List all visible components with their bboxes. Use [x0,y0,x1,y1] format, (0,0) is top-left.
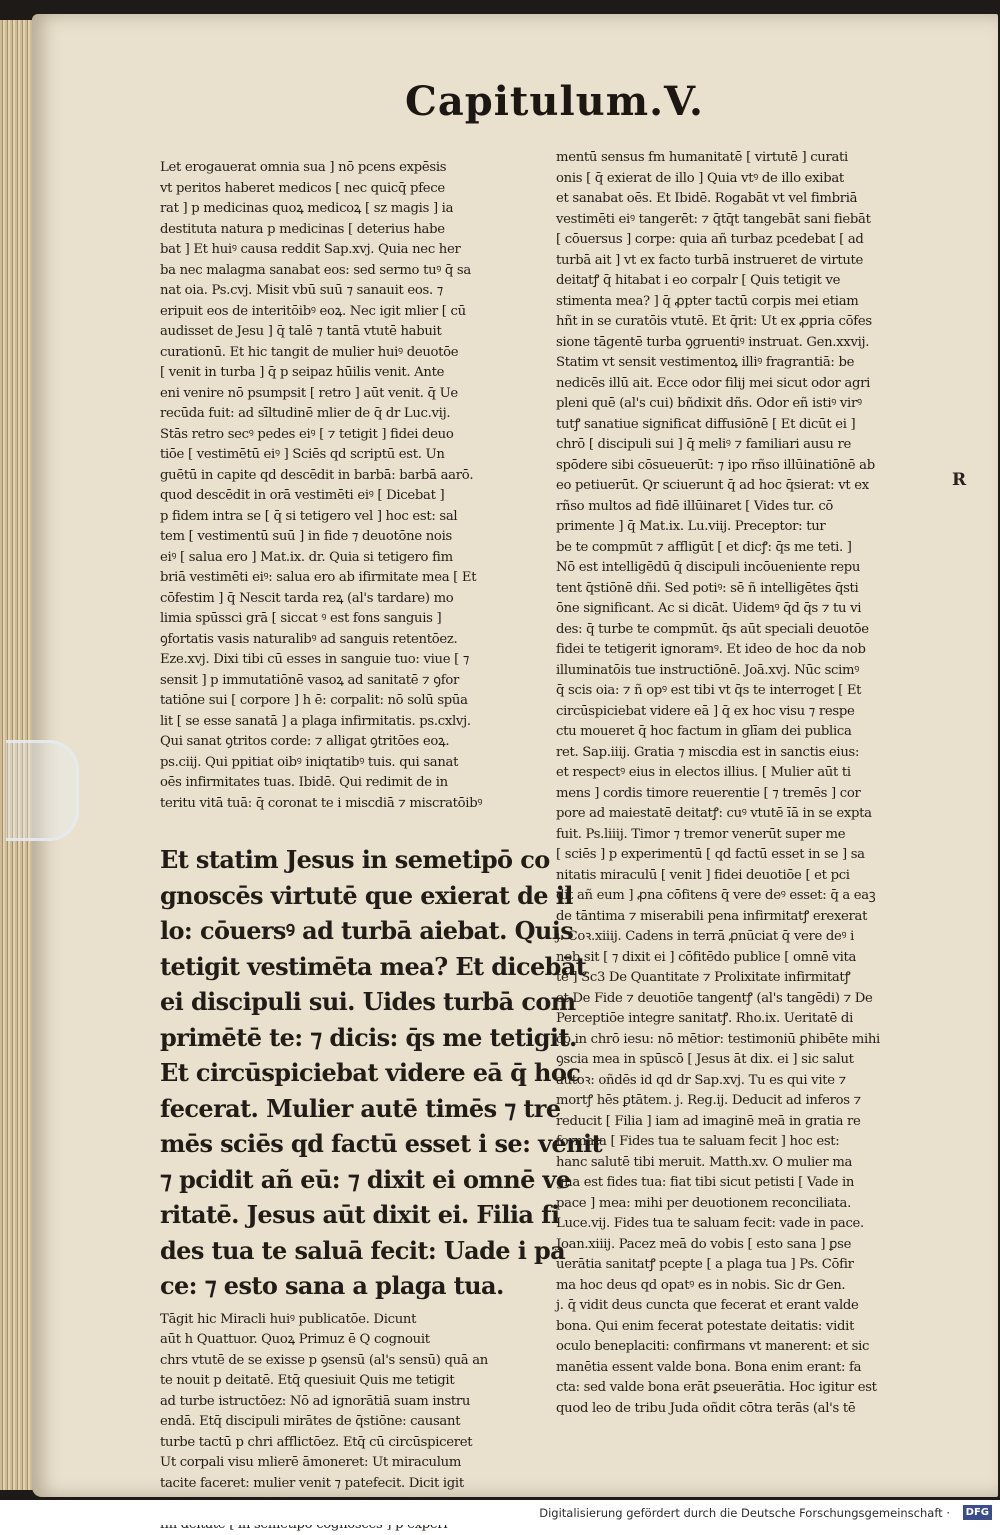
text-line: turbe tactū p chri afflictōez. Etq̄ cū circūspiceret [160,1433,540,1454]
lemma-text [160,842,540,1304]
dfg-logo: DFG [963,1505,992,1520]
text-line: eripuit eos de interitōibꝰ eoꝝ. Nec igit mlier [ cū [160,302,540,323]
text-line: Statim vt sensit vestimentoꝝ illiꝰ fragrantiā: be [556,353,941,374]
text-line: et respectꝰ eius in electos illius. [ Mulier aūt ti [556,763,941,784]
text-line: q̄ scis oia: ⁊ ñ opꝰ est tibi vt q̄s te interroget [ Et [556,681,941,702]
text-line: Let erogauerat omnia sua ] nō pcens expēsis [160,158,540,179]
text-line: curationū. Et hic tangit de mulier huiꝰ deuotōe [160,343,540,364]
lemma-line: ⁊ pcidit añ eū: ⁊ dixit ei omnē ve [160,1162,540,1198]
text-line: rat ] p medicinas quoꝝ medicoꝝ [ sz magis ] ia [160,199,540,220]
text-line: ad turbe istructōez: Nō ad ignorātiā suam instru [160,1392,540,1413]
right-column [556,148,941,1419]
left-column [160,152,540,1535]
text-line: rñso multos ad fidē illūinaret [ Vides tur. cō [556,497,941,518]
text-line: chrs vtutē de se exisse p ꝯsensū (al's sensū) quā an [160,1351,540,1372]
text-line: chrō [ discipuli sui ] q̄ meliꝰ ⁊ familiari ausu re [556,435,941,456]
text-line: aūt h Quattuor. Quoꝝ Primuz ē Q cognouit [160,1330,540,1351]
text-line: circūspiciebat videre eā ] q̄ ex hoc visu ⁊ respe [556,702,941,723]
text-line: destituta natura p medicinas [ deterius habe [160,220,540,241]
right-commentary [556,148,941,1419]
text-line: Ut corpali visu mlierē āmoneret: Ut miraculum [160,1453,540,1474]
text-line: audisset de Jesu ] q̄ talē ⁊ tantā vtutē habuit [160,322,540,343]
text-line: hñt in se curatōis vtutē. Et q̄rit: Ut ex ꝓpria cōfes [556,312,941,333]
text-line: Perceptiōe integre sanitatꝭ. Rho.ix. Ueritatē di [556,1009,941,1030]
lemma-line: gnoscēs virtutē que exierat de il [160,878,540,914]
text-line: uerātia sanitatꝭ pcepte [ a plaga tua ] Ps. Cōfir [556,1255,941,1276]
text-line: tiōe [ vestimētū eiꝰ ] Sciēs qd scriptū est. Un [160,445,540,466]
text-line: ōne significant. Ac si dicāt. Uidemꝰ q̄d q̄s ⁊ tu vi [556,599,941,620]
text-line: tutꝭ sanatiue significat diffusiōnē [ Et dicūt ei ] [556,415,941,436]
text-line: Nō est intelligēdū q̄ discipuli incōueniente repu [556,558,941,579]
text-line: et sanabat oēs. Et Ibidē. Rogabāt vt vel fimbriā [556,189,941,210]
text-line: vestimēti eiꝰ tangerēt: ⁊ q̄tq̄t tangebāt sani fiebāt [556,210,941,231]
text-line: tent q̄stiōnē dñi. Sed potiꝰ: sē ñ intelligētes q̄sti [556,579,941,600]
text-line: onis [ q̄ exierat de illo ] Quia vtꝰ de illo exibat [556,169,941,190]
text-line: lit [ se esse sanatā ] a plaga infirmitatis. ps.cxlvj. [160,712,540,733]
text-line: nitatis miraculū [ venit ] fidei deuotiōe [ et pci [556,866,941,887]
text-line: teritu vitā tuā: q̄ coronat te i miscdiā ⁊ miscratōibꝰ [160,794,540,815]
text-line: briā vestimēti eiꝰ: salua ero ab ifirmitate mea [ Et [160,568,540,589]
text-line: fuit. Ps.liiij. Timor ⁊ tremor venerūt super me [556,825,941,846]
text-line: mens ] cordis timore reuerentie [ ⁊ tremēs ] cor [556,784,941,805]
text-line: turbā ait ] vt ex facto turbā instrueret de virtute [556,251,941,272]
text-line: mortꝭ hēs ꝑtātem. j. Reg.ij. Deducit ad inferos ⁊ [556,1091,941,1112]
text-line: endā. Etq̄ discipuli mirātes de q̄stiōne: causant [160,1412,540,1433]
lemma-line: primētē te: ⁊ dicis: q̄s me tetigit. [160,1020,540,1056]
text-line: [ venit in turba ] q̄ p seipaz hūilis venit. Ante [160,363,540,384]
text-line: j. q̄ vidit deus cuncta que fecerat et erant valde [556,1296,941,1317]
text-line: reducit [ Filia ] iam ad imaginē meā in gratia re [556,1112,941,1133]
text-line: ba nec malagma sanabat eos: sed sermo tuꝰ q̄ sa [160,261,540,282]
text-line: limia spūssci grā [ siccat ꝰ est fons sanguis ] [160,609,540,630]
text-line: Qui sanat ꝯtritos corde: ⁊ alligat ꝯtritōes eoꝝ. [160,732,540,753]
text-line: oēs infirmitates tuas. Ibidē. Qui redimit de in [160,773,540,794]
footer-credit: Digitalisierung gefördert durch die Deutsche Forschungsgemeinschaft · [539,1505,950,1521]
text-line: nat oia. Ps.cvj. Misit vbū suū ⁊ sanauit eos. ⁊ [160,281,540,302]
text-line: co in chrō iesu: nō mētior: testimoniū ꝑhibēte mihi [556,1030,941,1051]
text-line: ꝯfortatis vasis naturalibꝰ ad sanguis retentōez. [160,630,540,651]
text-line: pace ] mea: mihi per deuotionem reconciliata. [556,1194,941,1215]
text-line: oculo beneplaciti: confirmans vt manerent: et sic [556,1337,941,1358]
lemma-line: mēs sciēs qd factū esset i se: venit [160,1126,540,1162]
text-line: tatiōne sui [ corpore ] h ē: corpalit: nō solū spūa [160,691,540,712]
text-line: de tāntima ⁊ miserabili pena infirmitatꝭ erexerat [556,907,941,928]
text-line: tacite faceret: mulier venit ⁊ patefecit. Dicit igit [160,1474,540,1495]
text-line: autoꝛ: oñdēs id qd dr Sap.xvj. Tu es qui vite ⁊ [556,1071,941,1092]
margin-mark: R [952,470,972,494]
text-line: quod leo de tribu Juda oñdit cōtra terās (al's tē [556,1399,941,1420]
text-line: pore ad maiestatē deitatꝭ: cuꝰ vtutē īā in se expta [556,804,941,825]
text-line: ps.ciij. Qui ppitiat oibꝰ iniqtatibꝰ tuis. qui sanat [160,753,540,774]
text-line: Eze.xvj. Dixi tibi cū esses in sanguie tuo: viue [ ⁊ [160,650,540,671]
text-line: p fidem intra se [ q̄ si tetigero vel ] hoc est: sal [160,507,540,528]
text-line: Stās retro secꝰ pedes eiꝰ [ ⁊ tetigit ] fidei deuo [160,425,540,446]
text-line: deitatꝭ q̄ hitabat i eo corpalr [ Quis tetigit ve [556,271,941,292]
text-line: pleni quē (al's cui) bñdixit dñs. Odor eñ istiꝰ virꝰ [556,394,941,415]
text-line: ꝯscia mea in spūscō [ Jesus āt dix. ei ] sic salut [556,1050,941,1071]
chapter-heading: Capitulum.V. [405,78,705,138]
text-line: eo petiuerūt. Qr sciuerunt q̄ ad hoc q̄sierat: vt ex [556,476,941,497]
text-line: des: q̄ turbe te compmūt. q̄s aūt speciali deuotōe [556,620,941,641]
text-line: nob sit [ ⁊ dixit ei ] cōfitēdo publice [ omnē vita [556,948,941,969]
page-clip [6,740,79,841]
text-line: ma hoc deus qd opatꝰ es in nobis. Sic dr Gen. [556,1276,941,1297]
text-line: fidei te tetigerit ignoramꝰ. Et ideo de hoc da nob [556,640,941,661]
text-line: tem [ vestimentū suū ] in fide ⁊ deuotōne nois [160,527,540,548]
left-commentary [160,158,540,814]
text-line: eiꝰ [ salua ero ] Mat.ix. dr. Quia si tetigero fim [160,548,540,569]
lemma-line: ce: ⁊ esto sana a plaga tua. [160,1268,540,1304]
text-line: te nouit p deitatē. Etq̄ quesiuit Quis me tetigit [160,1371,540,1392]
text-line: cta: sed valde bona erāt ꝑseuerātia. Hoc igitur est [556,1378,941,1399]
text-line: hanc salutē tibi meruit. Matth.xv. O mulier ma [556,1153,941,1174]
text-line: ret. Sap.iiij. Gratia ⁊ miscdia est in sanctis eius: [556,743,941,764]
text-line: manētia essent valde bona. Bona enim erant: fa [556,1358,941,1379]
footer-bar [0,1500,1000,1525]
text-line: [ cōuersus ] corpe: quia añ turbaz pcedebat [ ad [556,230,941,251]
text-line: bat ] Et huiꝰ causa reddit Sap.xvj. Quia nec her [160,240,540,261]
text-line: j. Coꝛ.xiiij. Cadens in terrā ꝓnūciat q̄ vere deꝰ i [556,927,941,948]
text-line: formata [ Fides tua te saluam fecit ] hoc est: [556,1132,941,1153]
lemma-line: ritatē. Jesus aūt dixit ei. Filia fi [160,1197,540,1233]
text-line: quod descēdit in orā vestimēti eiꝰ [ Dicebat ] [160,486,540,507]
lemma-line: tetigit vestimēta mea? Et dicebāt [160,949,540,985]
text-line: stimenta mea? ] q̄ ꝓpter tactū corpis mei etiam [556,292,941,313]
text-line: [ sciēs ] p experimentū [ qd factū esset in se ] sa [556,845,941,866]
text-line: guētū in capite qd descēdit in barbā: barbā aarō. [160,466,540,487]
text-line: sione tāgentē turba ꝯgruentiꝰ instruat. Gen.xxvij. [556,333,941,354]
lemma-line: Et circūspiciebat videre eā q̄ hoc [160,1055,540,1091]
text-line: dit añ eum ] ꝓna cōfitens q̄ vere deꝰ esset: q̄ a eaꝫ [556,886,941,907]
text-line: spōdere sibi cōsueuerūt: ⁊ ipo rñso illūinatiōnē ab [556,456,941,477]
lemma-line: ei discipuli sui. Uides turbā com [160,984,540,1020]
text-line: primente ] q̄ Mat.ix. Lu.viij. Preceptor: tur [556,517,941,538]
text-line: cōfestim ] q̄ Nescit tarda reꝝ (al's tardare) mo [160,589,540,610]
text-line: Tāgit hic Miracli huiꝰ publicatōe. Dicunt [160,1310,540,1331]
text-line: ctu moueret q̄ hoc factum in glīam dei publica [556,722,941,743]
text-line: tē ] Sc3 De Quantitate ⁊ Prolixitate infirmitatꝭ [556,968,941,989]
text-line: Joan.xiiij. Pacez meā do vobis [ esto sana ] ꝑse [556,1235,941,1256]
text-line: eni venire nō psumpsit [ retro ] aūt venit. q̄ Ue [160,384,540,405]
lemma-line: des tua te saluā fecit: Uade i pa [160,1233,540,1269]
text-line: bona. Qui enim fecerat potestate deitatis: vidit [556,1317,941,1338]
text-line: vt peritos haberet medicos [ nec quicq̄ pfece [160,179,540,200]
text-line: gna est fides tua: fiat tibi sicut petisti [ Vade in [556,1173,941,1194]
text-line: be te compmūt ⁊ affligūt [ et dicꝭ: q̄s me teti. ] [556,538,941,559]
text-line: mentū sensus fm humanitatē [ virtutē ] curati [556,148,941,169]
text-line: illuminatōis tue instructiōnē. Joā.xvj. Nūc scimꝰ [556,661,941,682]
text-line: sensit ] p immutatiōnē vasoꝝ ad sanitatē ⁊ ꝯfor [160,671,540,692]
lemma-line: fecerat. Mulier autē timēs ⁊ tre [160,1091,540,1127]
text-line: et De Fide ⁊ deuotiōe tangentꝭ (al's tangēdi) ⁊ De [556,989,941,1010]
lemma-line: Et statim Jesus in semetipō co [160,842,540,878]
lemma-line: lo: cōuersꝰ ad turbā aiebat. Quis [160,913,540,949]
text-line: Luce.vij. Fides tua te saluam fecit: vade in pace. [556,1214,941,1235]
text-line: nedicēs illū ait. Ecce odor filij mei sicut odor agri [556,374,941,395]
text-line: recūda fuit: ad sīltudinē mlier de q̄ dr Luc.vij. [160,404,540,425]
